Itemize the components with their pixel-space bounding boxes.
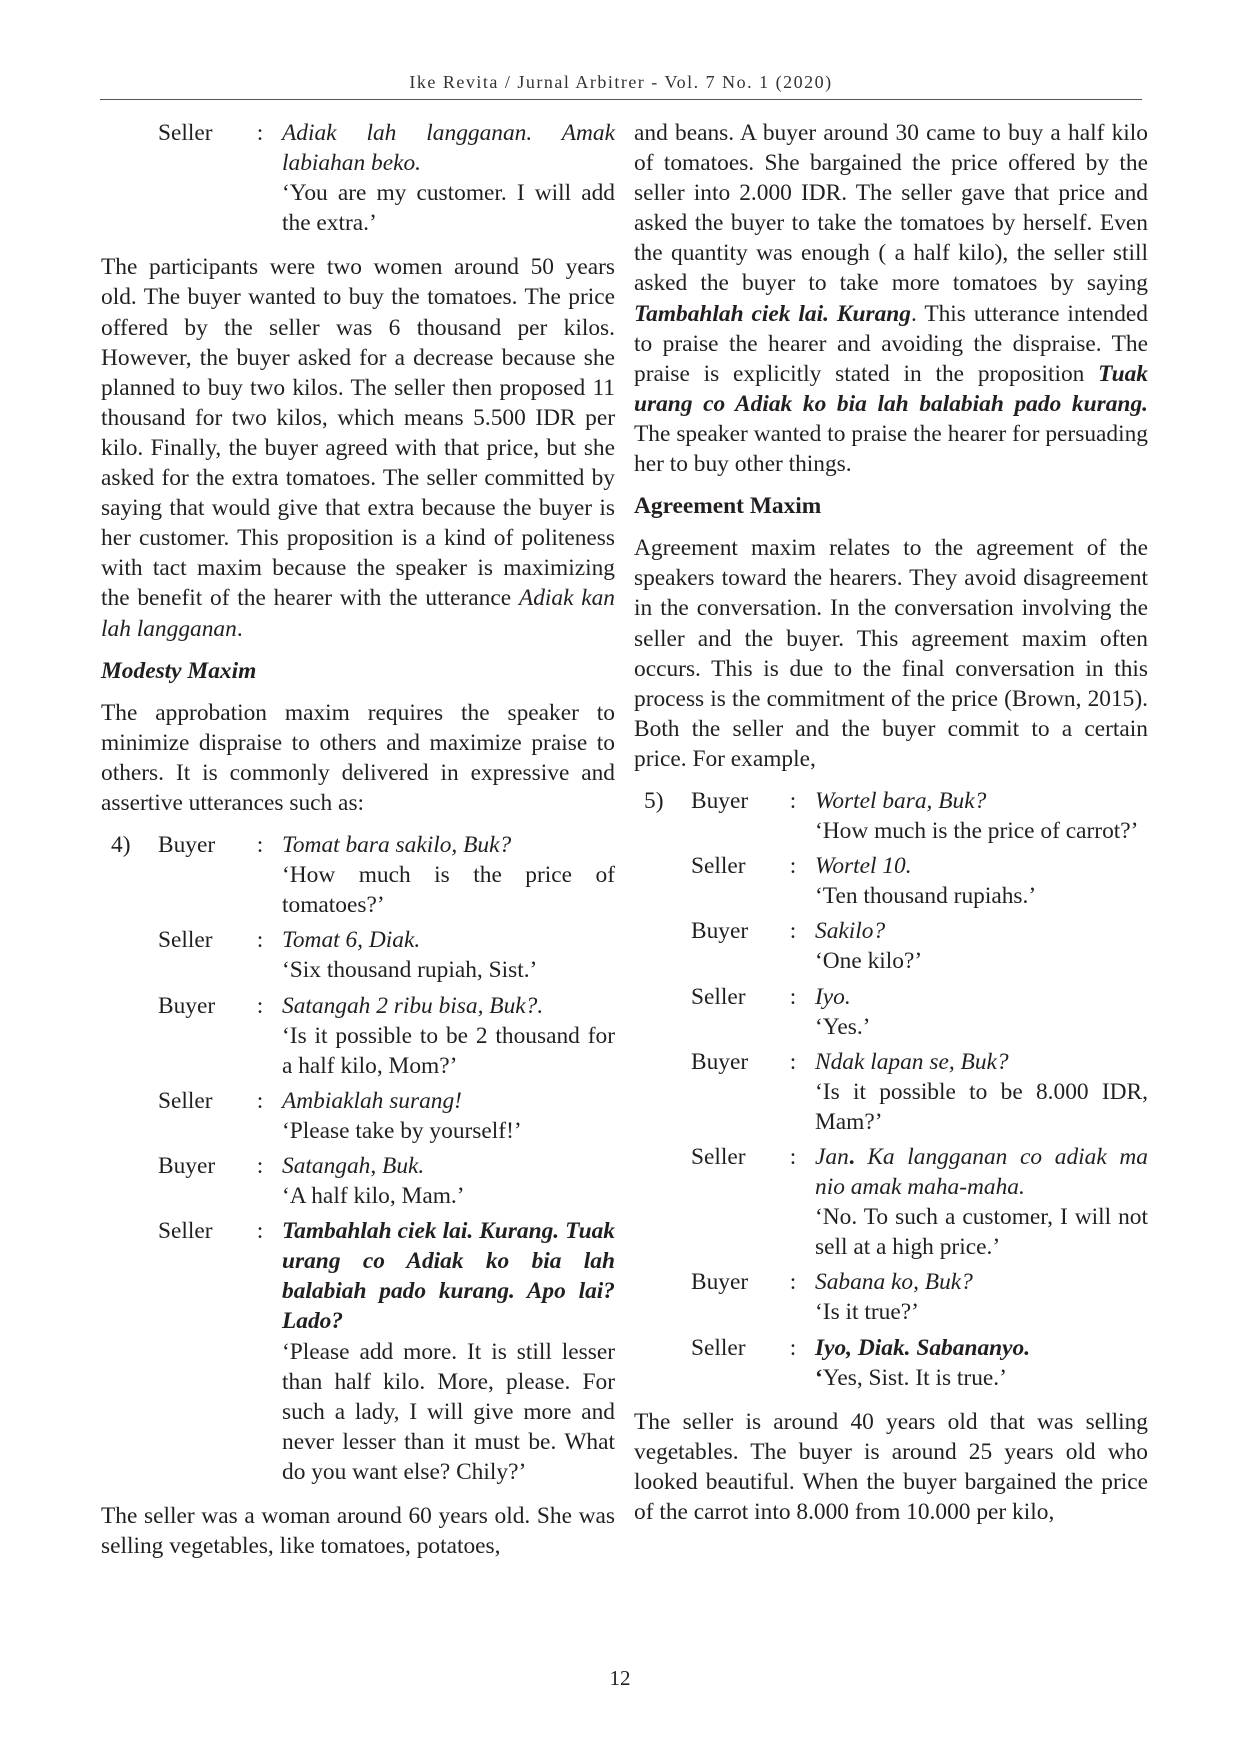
- speaker: Buyer: [158, 1153, 216, 1179]
- paragraph: The seller was a woman around 60 years old. She was selling vegetables, like tomatoes, potatoes,: [101, 1503, 615, 1560]
- colon: :: [789, 983, 797, 1010]
- example-5: [634, 786, 1148, 1393]
- colon: :: [256, 1087, 264, 1114]
- speaker: Seller: [158, 1218, 213, 1245]
- speaker: Buyer: [158, 992, 216, 1019]
- colon: :: [789, 853, 797, 880]
- dialogue-turn: [634, 982, 1148, 1042]
- paragraph: The seller is around 40 years old that was selling vegetables. The buyer is around 25 years old who looked beautiful. When the buyer bargained the price of the carrot into 8.000 from 10.000 per kilo,: [634, 1408, 1148, 1526]
- speaker: Buyer: [691, 787, 749, 814]
- utterance-original: Sabana ko, Buk?: [815, 1269, 973, 1296]
- colon: :: [789, 1334, 797, 1361]
- utterance-translation: ‘Six thousand rupiah, Sist.’: [282, 957, 538, 984]
- speaker: Seller: [691, 853, 746, 880]
- colon: :: [789, 1048, 797, 1075]
- utterance-original: Iyo, Diak. Sabananyo.: [815, 1334, 1031, 1361]
- utterance-original: Tomat 6, Diak.: [282, 927, 421, 954]
- utterance-original: Iyo.: [815, 983, 851, 1010]
- utterance-translation: ‘A half kilo, Mam.’: [282, 1183, 465, 1210]
- dialogue-turn: [101, 1151, 615, 1211]
- dialogue-turn: [101, 1086, 615, 1146]
- dialogue-turn: [634, 851, 1148, 911]
- paragraph: and beans. A buyer around 30 came to buy a half kilo of tomatoes. She bargained the price offered by the seller into 2.000 IDR. The seller gave that price and asked the buyer to take the tomatoes by herself. Even the quantity was enough ( a half kilo), the seller still asked the buyer to take more tomatoes by saying Tambahlah ciek lai. Kurang. This utterance intended to praise the hearer and avoiding the dispraise. The praise is explicitly stated in the proposition Tuak urang co Adiak ko bia lah balabiah pado kurang. The speaker wanted to praise the hearer for persuading her to buy other things.: [634, 120, 1148, 478]
- paragraph: The participants were two women around 50 years old. The buyer wanted to buy the tomatoes. The price offered by the seller was 6 thousand per kilos. However, the buyer asked for a decrease because she planned to buy two kilos. The seller then proposed 11 thousand for two kilos, which means 5.500 IDR per kilo. Finally, the buyer agreed with that price, but she asked for the extra tomatoes. The seller committed by saying that would give that extra because the buyer is her customer. This proposition is a kind of politeness with tact maxim because the speaker is maximizing the benefit of the hearer with the utterance Adiak kan lah langganan.: [101, 254, 615, 642]
- dialogue-turn: [101, 925, 615, 985]
- utterance-translation: ‘Ten thousand rupiahs.’: [815, 883, 1037, 910]
- utterance-original: Satangah, Buk.: [282, 1153, 425, 1179]
- colon: :: [256, 832, 264, 859]
- utterance-translation: ‘Yes.’: [815, 1013, 871, 1040]
- example-number: 5): [644, 787, 664, 814]
- speaker: Seller: [691, 1334, 746, 1361]
- utterance-translation: ‘Is it possible to be 8.000 IDR, Mam?’: [815, 1078, 1148, 1135]
- dialogue-turn: [634, 1047, 1148, 1137]
- utterance-original: Jan. Ka langganan co adiak ma nio amak maha-maha.: [815, 1144, 1148, 1201]
- dialogue-turn: [634, 1267, 1148, 1327]
- speaker: Buyer: [691, 918, 749, 945]
- dialogue-turn: [634, 916, 1148, 976]
- utterance-original: Tomat bara sakilo, Buk?: [282, 832, 512, 859]
- utterance-original: Sakilo?: [815, 918, 886, 945]
- section-heading-agreement: Agreement Maxim: [634, 493, 822, 520]
- utterance-original: Adiak lah langganan. Amak labiahan beko.: [282, 120, 615, 177]
- paragraph: The approbation maxim requires the speaker to minimize dispraise to others and maximize praise to others. It is commonly delivered in expressive and assertive utterances such as:: [101, 699, 615, 816]
- dialogue-turn: [101, 991, 615, 1081]
- example-number: 4): [111, 832, 131, 859]
- dialogue-turn: [101, 1216, 615, 1487]
- paragraph: Agreement maxim relates to the agreement of the speakers toward the hearers. They avoid disagreement in the conversation. In the conversation involving the seller and the buyer. This agreement maxim often occurs. This is due to the final conversation in this process is the commitment of the price (Brown, 2015). Both the seller and the buyer commit to a certain price. For example,: [634, 535, 1148, 772]
- speaker: Seller: [158, 927, 213, 954]
- speaker: Buyer: [691, 1269, 749, 1296]
- speaker: Buyer: [158, 832, 216, 859]
- colon: :: [256, 927, 264, 954]
- dialogue-turn: [101, 118, 615, 238]
- page-number: 12: [609, 1666, 631, 1690]
- intro-dialogue: [101, 118, 615, 238]
- colon: :: [789, 787, 797, 814]
- speaker: Seller: [158, 120, 213, 146]
- dialogue-turn: [101, 830, 615, 920]
- colon: :: [789, 918, 797, 945]
- example-4: [101, 830, 615, 1487]
- speaker: Seller: [691, 983, 746, 1010]
- colon: :: [256, 1218, 264, 1245]
- running-head: Ike Revita / Jurnal Arbitrer - Vol. 7 No. 1 (2020): [409, 72, 833, 92]
- colon: :: [789, 1144, 797, 1170]
- utterance-translation: ‘Is it true?’: [815, 1299, 919, 1326]
- utterance-translation: ‘You are my customer. I will add the extra.’: [282, 180, 615, 237]
- utterance-translation: ‘One kilo?’: [815, 948, 923, 975]
- utterance-translation: ‘Please take by yourself!’: [282, 1117, 522, 1144]
- dialogue-turn: [634, 1333, 1148, 1393]
- dialogue-turn: [634, 786, 1148, 846]
- utterance-original: Wortel 10.: [815, 853, 912, 880]
- utterance-translation: ‘Please add more. It is still lesser than half kilo. More, please. For such a lady, I will give more and never lesser than it must be. What do you want else? Chily?’: [282, 1338, 615, 1485]
- speaker: Seller: [691, 1144, 746, 1170]
- utterance-original: Ambiaklah surang!: [282, 1087, 462, 1114]
- utterance-original: Satangah 2 ribu bisa, Buk?.: [282, 992, 544, 1019]
- colon: :: [256, 992, 264, 1019]
- left-column: [101, 118, 615, 1573]
- utterance-original: Tambahlah ciek lai. Kurang. Tuak urang co Adiak ko bia lah balabiah pado kurang. Apo lai? Lado?: [282, 1218, 615, 1335]
- utterance-original: Ndak lapan se, Buk?: [815, 1048, 1009, 1075]
- dialogue-turn: [634, 1142, 1148, 1262]
- colon: :: [256, 120, 264, 146]
- colon: :: [789, 1269, 797, 1296]
- colon: :: [256, 1153, 264, 1179]
- utterance-translation: ‘No. To such a customer, I will not sell at a high price.’: [815, 1204, 1148, 1261]
- utterance-translation: ‘How much is the price of carrot?’: [815, 818, 1139, 845]
- speaker: Buyer: [691, 1048, 749, 1075]
- header-rule: [100, 99, 1142, 100]
- utterance-translation: ‘Yes, Sist. It is true.’: [815, 1364, 1007, 1391]
- right-column: [634, 118, 1148, 1539]
- utterance-translation: ‘Is it possible to be 2 thousand for a half kilo, Mom?’: [282, 1022, 615, 1079]
- utterance-original: Wortel bara, Buk?: [815, 787, 987, 814]
- utterance-translation: ‘How much is the price of tomatoes?’: [282, 862, 615, 919]
- section-heading-modesty: Modesty Maxim: [101, 657, 257, 684]
- speaker: Seller: [158, 1087, 213, 1114]
